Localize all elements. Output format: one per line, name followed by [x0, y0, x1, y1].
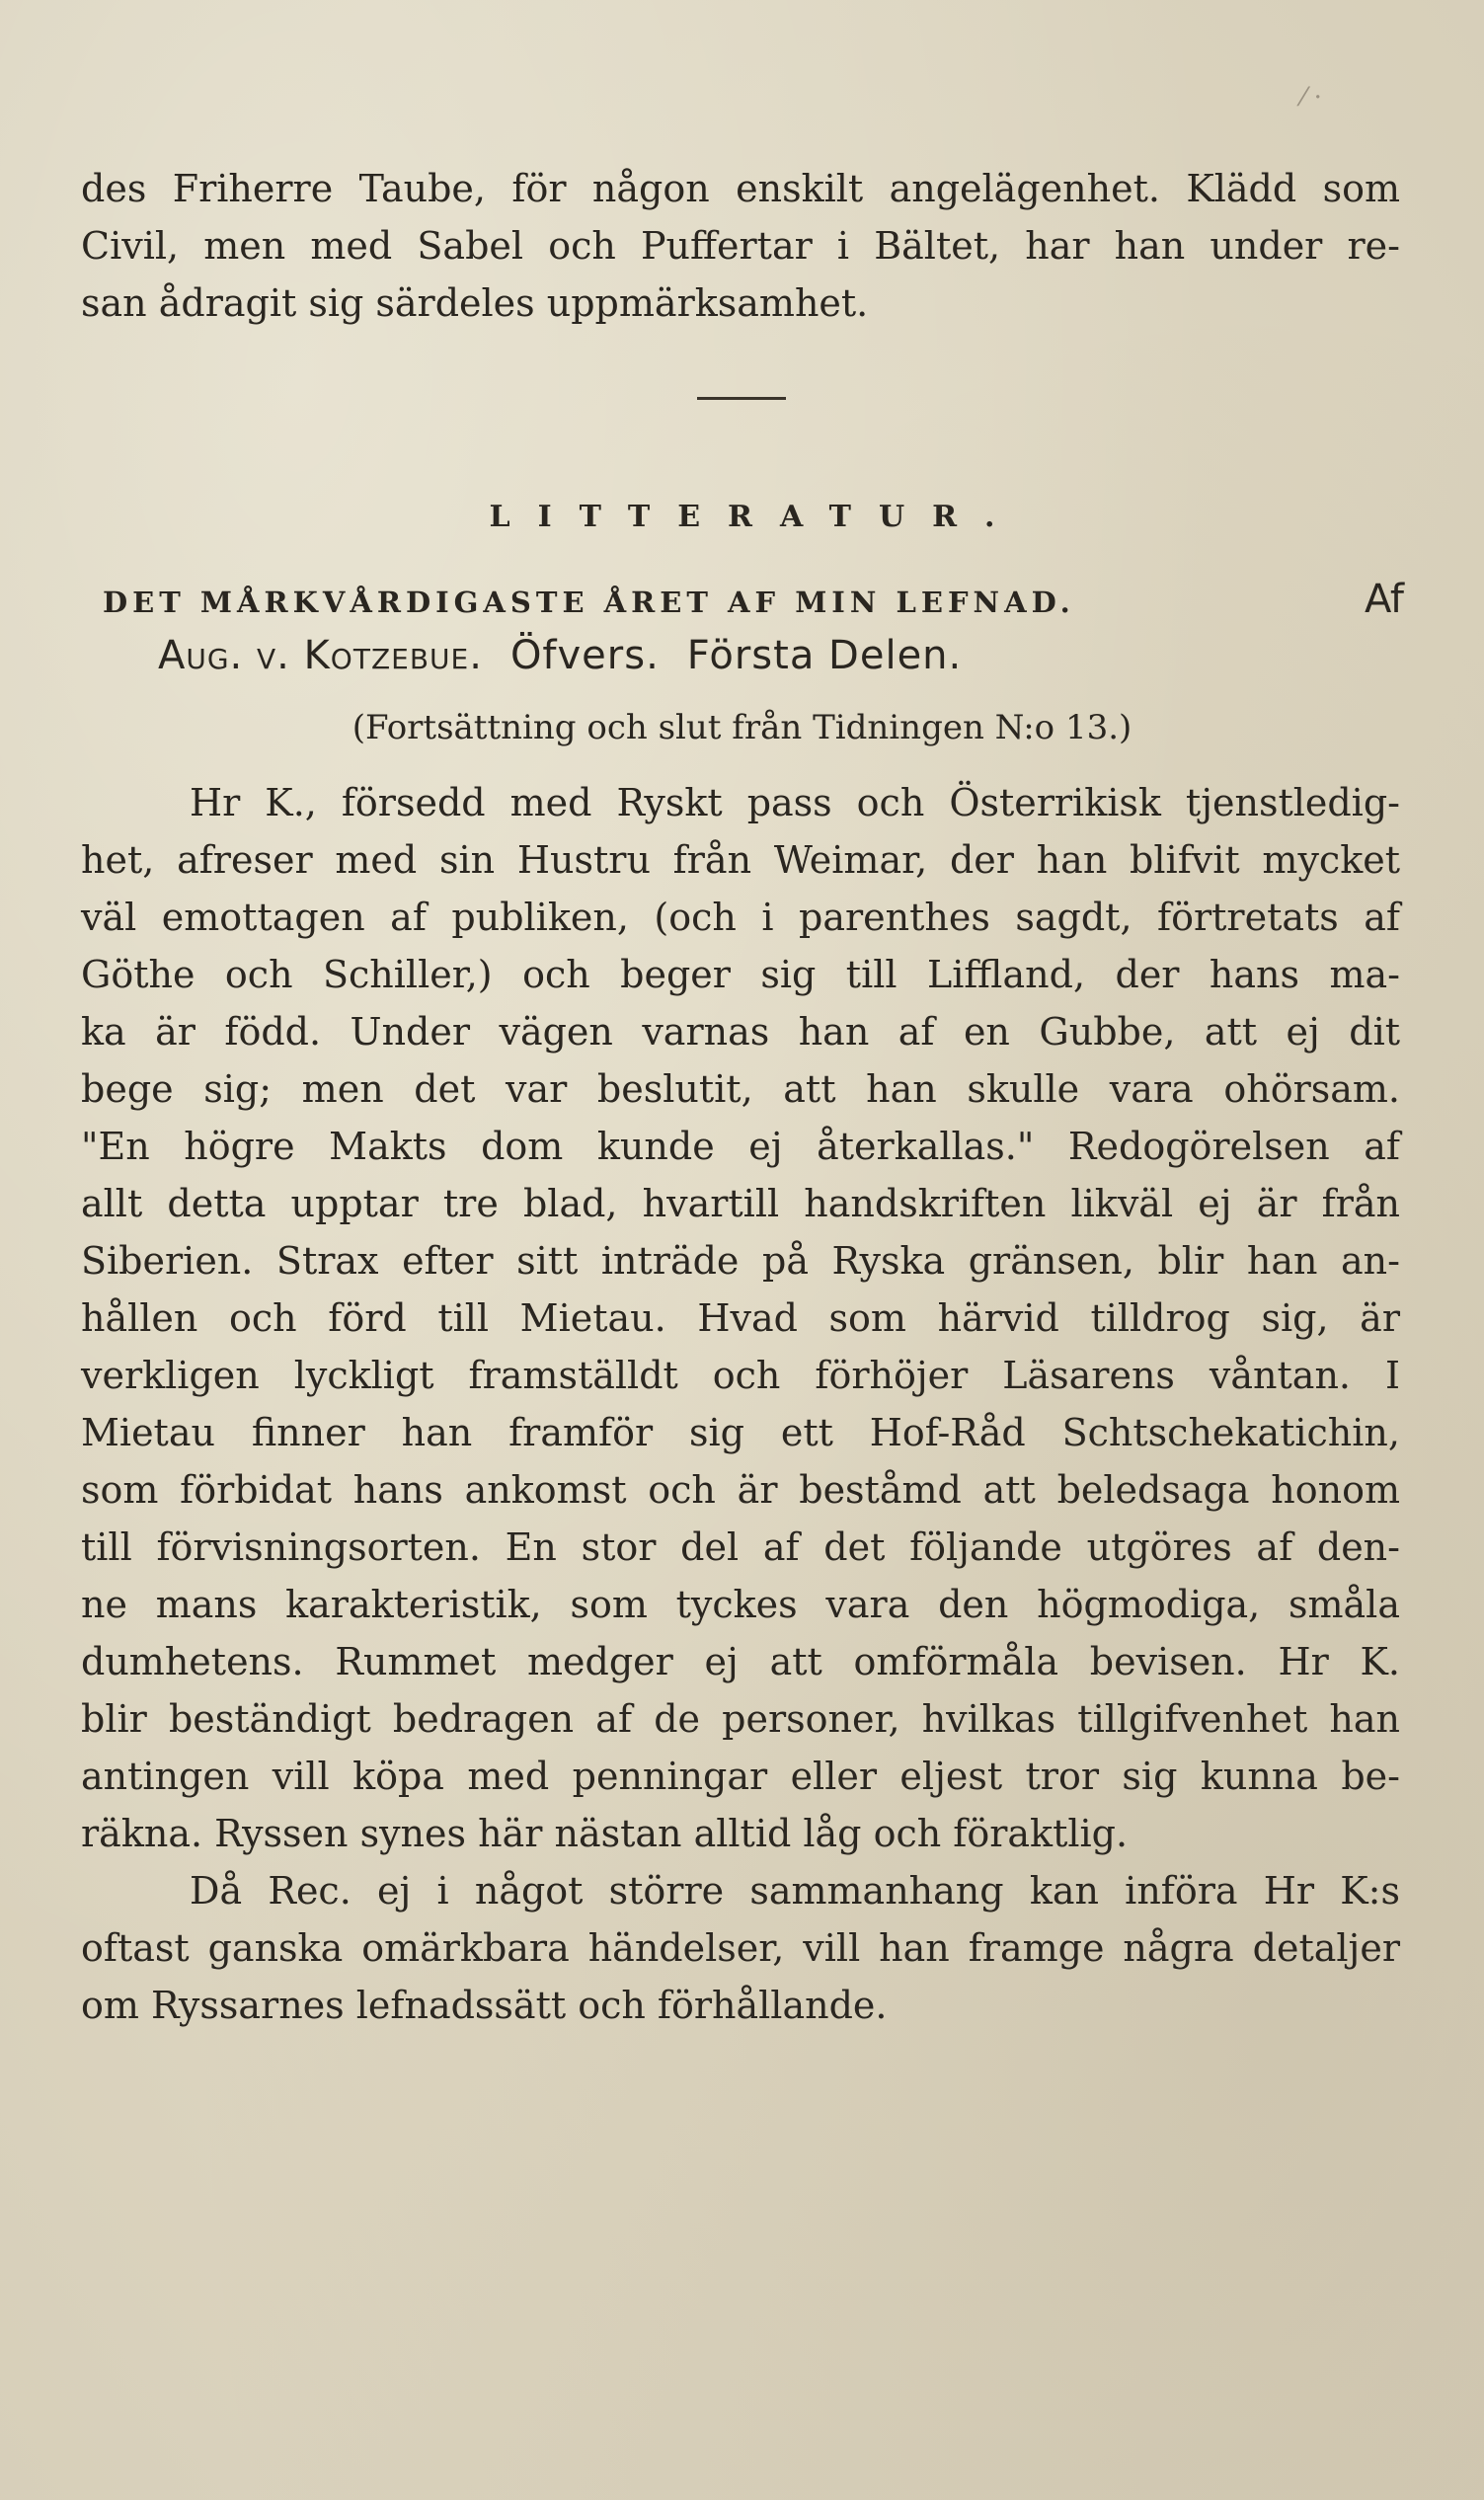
- book-translation-note: Öfvers.: [509, 633, 660, 678]
- review-body: [81, 774, 1400, 2034]
- body-line: räkna. Ryssen synes här nästan alltid låg och föraktlig.: [81, 1812, 1129, 1855]
- body-line: dumhetens. Rummet medger ej att omförmåla bevisen. Hr K.: [81, 1640, 1400, 1683]
- section-divider: [697, 397, 786, 400]
- intro-line: san ådragit sig särdeles uppmärksamhet.: [81, 281, 869, 325]
- body-line: som förbidat hans ankomst och är beståmd att beledsaga honom: [81, 1468, 1400, 1512]
- body-line: ne mans karakteristik, som tyckes vara den högmodiga, småla: [81, 1583, 1400, 1626]
- intro-paragraph: [81, 160, 1400, 332]
- body-line: allt detta upptar tre blad, hvartill handskriften likväl ej är från: [81, 1182, 1400, 1225]
- book-part: Första Delen.: [686, 633, 963, 678]
- body-line: väl emottagen af publiken, (och i parenthes sagdt, förtretats af: [81, 896, 1400, 939]
- body-line: "En högre Makts dom kunde ej återkallas." Redogörelsen af: [81, 1125, 1400, 1168]
- body-line: het, afreser med sin Hustru från Weimar, der han blifvit mycket: [81, 838, 1400, 882]
- book-title: DET MÅRKVÅRDIGASTE ÅRET AF MIN LEFNAD.: [103, 586, 1075, 619]
- book-author-line: [158, 628, 962, 683]
- body-line: till förvisningsorten. En stor del af det följande utgöres af den-: [81, 1525, 1400, 1569]
- body-line: Hr K., försedd med Ryskt pass och Österrikisk tjenstledig-: [190, 781, 1400, 824]
- body-line: Mietau finner han framför sig ett Hof-Råd Schtschekatichin,: [81, 1411, 1400, 1454]
- body-line: om Ryssarnes lefnadssätt och förhållande.: [81, 1984, 888, 2027]
- intro-line: Civil, men med Sabel och Puffertar i Bältet, har han under re-: [81, 224, 1400, 268]
- intro-line: des Friherre Taube, för någon enskilt angelägenhet. Klädd som: [81, 167, 1400, 210]
- body-line: hållen och förd till Mietau. Hvad som härvid tilldrog sig, är: [81, 1296, 1400, 1340]
- body-line: Göthe och Schiller,) och beger sig till Liffland, der hans ma-: [81, 953, 1400, 996]
- book-author-prefix: Af: [1364, 577, 1404, 622]
- continuation-note: (Fortsättning och slut från Tidningen N:o 13.): [351, 708, 1133, 747]
- body-line: verkligen lyckligt framställdt och förhöjer Läsarens våntan. I: [81, 1354, 1400, 1397]
- body-line: ka är född. Under vägen varnas han af en Gubbe, att ej dit: [81, 1010, 1400, 1054]
- body-line: antingen vill köpa med penningar eller eljest tror sig kunna be-: [81, 1755, 1400, 1798]
- page-corner-mark: ⁄ ·: [1301, 83, 1322, 113]
- book-title-line: [103, 575, 1404, 627]
- body-line: oftast ganska omärkbara händelser, vill han framge några detaljer: [81, 1926, 1400, 1970]
- body-line: blir beständigt bedragen af de personer, hvilkas tillgifvenhet han: [81, 1697, 1400, 1741]
- body-line: Då Rec. ej i något större sammanhang kan införa Hr K:s: [190, 1869, 1400, 1913]
- book-author: Aug. v. Kotzebue.: [158, 633, 483, 678]
- section-heading: LITTERATUR.: [489, 500, 1023, 534]
- body-line: bege sig; men det var beslutit, att han skulle vara ohörsam.: [81, 1067, 1400, 1111]
- body-line: Siberien. Strax efter sitt inträde på Ryska gränsen, blir han an-: [81, 1239, 1400, 1283]
